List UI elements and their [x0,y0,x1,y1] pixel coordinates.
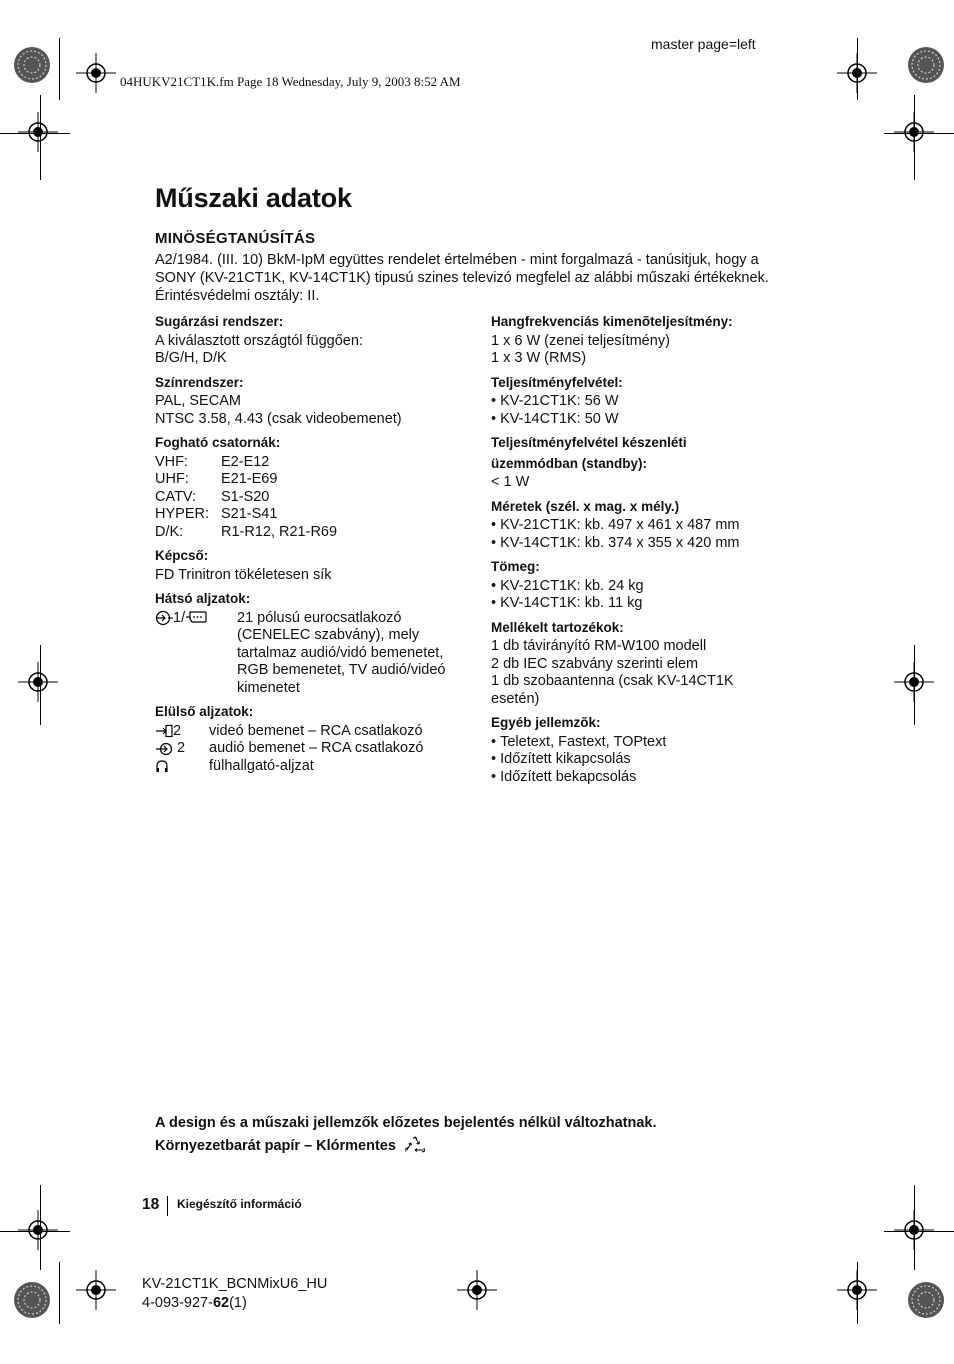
spec-heading: üzemmódban (standby): [491,455,648,471]
spec-dimensions [491,498,811,553]
channel-band: D/K: [155,523,184,540]
crop-line [914,645,915,725]
front-socket-text: fülhallgató-aljzat [209,757,314,774]
spec-other-features [491,714,811,786]
front-socket-row [155,740,475,758]
starburst-registration-mark [906,45,946,85]
spec-power-consumption [491,374,811,429]
spec-rear-sockets [155,590,475,697]
headphones-icon [155,759,169,773]
section-name: Kiegészítő információ [177,1197,302,1211]
page-title: Műszaki adatok [155,183,352,213]
front-socket-text: videó bemenet – RCA csatlakozó [209,722,423,739]
spec-left-column [155,313,475,781]
recycle-icon [404,1135,426,1157]
channel-band: UHF: [155,471,189,487]
crosshair-registration-mark [18,112,58,152]
spec-bullet: • KV-21CT1K: 56 W [491,393,811,411]
front-socket-number: 2 [173,722,182,739]
crop-line [40,1185,41,1270]
rear-socket-row [155,610,475,698]
front-socket-row [155,758,475,776]
spec-bullet: • KV-14CT1K: 50 W [491,411,811,429]
spec-heading: Teljesítményfelvétel: [491,374,623,390]
spec-accessories [491,619,811,709]
spec-line: A kiválasztott országtól függően: [155,332,363,349]
crosshair-registration-mark [76,1270,116,1310]
spec-line: RGB bemenetet, TV audió/videó [237,662,446,678]
spec-line: 1 x 6 W (zenei teljesítmény) [491,332,670,349]
spec-bullet: • KV-14CT1K: kb. 374 x 355 x 420 mm [491,535,811,553]
crop-line [857,1262,858,1324]
rear-socket-icons [155,610,237,698]
crop-line [914,1185,915,1270]
model-code: KV-21CT1K_BCNMixU6_HU [142,1276,328,1292]
spec-channels [155,434,475,541]
crop-line [0,1231,70,1232]
crosshair-registration-mark [457,1270,497,1310]
crosshair-registration-mark [76,53,116,93]
paper-note-text: Környezetbarát papír – Klórmentes [155,1138,396,1154]
spec-line: < 1 W [491,474,530,490]
spec-front-sockets [155,703,475,775]
spec-line: B/G/H, D/K [155,350,227,366]
spec-line: NTSC 3.58, 4.43 (csak videobemenet) [155,410,402,427]
spec-heading: Tömeg: [491,559,540,574]
spec-audio-output [491,313,811,368]
crosshair-registration-mark [18,1210,58,1250]
page-number-divider [167,1196,168,1216]
channel-row [155,506,475,524]
spec-standby-power [491,434,811,492]
spec-heading: Hangfrekvenciás kimenõteljesítmény: [491,314,733,329]
spec-bullet: • Teletext, Fastext, TOPtext [491,734,811,752]
spec-heading: Méretek (szél. x mag. x mély.) [491,498,680,514]
spec-heading: Teljesítményfelvétel készenléti [491,435,687,450]
front-socket-number: 2 [177,740,186,756]
spec-line: 1 db szobaantenna (csak KV-14CT1K [491,673,734,689]
file-info: 04HUKV21CT1K.fm Page 18 Wednesday, July 9, 2003 8:52 AM [120,74,461,89]
page-number: 18 [142,1196,160,1213]
crop-line [40,645,41,725]
channel-range: E21-E69 [221,471,278,487]
spec-heading: Mellékelt tartozékok: [491,619,624,635]
spec-line: 21 pólusú eurocsatlakozó [237,609,402,626]
channel-row [155,489,475,507]
channel-row [155,524,475,542]
part-number: 4-093-927-62(1) [142,1295,247,1311]
front-socket-text: audió bemenet – RCA csatlakozó [209,740,424,756]
crop-line [40,95,41,180]
spec-line: PAL, SECAM [155,393,241,409]
channel-band: CATV: [155,488,197,505]
input-output-icon [155,610,173,626]
starburst-registration-mark [12,1280,52,1320]
spec-line: 1 db távirányító RM-W100 modell [491,638,707,654]
spec-heading: Elülső aljzatok: [155,704,254,719]
channel-range: E2-E12 [221,453,270,470]
spec-bullet: • Időzített kikapcsolás [491,751,811,769]
video-input-icon [155,724,173,738]
crosshair-registration-mark [18,662,58,702]
spec-heading: Sugárzási rendszer: [155,314,284,329]
design-change-note: A design és a műszaki jellemzők előzetes bejelentés nélkül változhatnak. [155,1115,657,1131]
rear-socket-number: 1/ [173,609,186,626]
spec-bullet: • Időzített bekapcsolás [491,769,811,787]
crop-line [914,95,915,180]
scart-connector-icon [185,610,207,624]
spec-heading: Hátsó aljzatok: [155,591,251,606]
spec-bullet: • KV-21CT1K: kb. 24 kg [491,578,811,596]
channel-band: VHF: [155,453,189,470]
spec-line: 1 x 3 W (RMS) [491,350,587,366]
crop-line [0,133,70,134]
starburst-registration-mark [12,45,52,85]
channel-row [155,471,475,489]
rear-socket-description [237,610,475,698]
spec-radiation-system [155,313,475,368]
spec-heading: Egyéb jellemzõk: [491,715,601,730]
spec-picture-tube [155,547,475,584]
spec-line: FD Trinitron tökéletesen sík [155,566,332,583]
spec-heading: Színrendszer: [155,374,244,390]
paper-note [155,1135,426,1157]
crop-line [857,38,858,100]
channel-range: S21-S41 [221,506,278,522]
crop-line [884,1231,954,1232]
spec-heading: Fogható csatornák: [155,435,281,450]
certification-text [155,251,815,305]
certification-heading: MINÖSÉGTANÚSÍTÁS [155,230,316,247]
certification-line: Érintésvédelmi osztály: II. [155,288,320,304]
spec-weight [491,558,811,613]
certification-line: A2/1984. (III. 10) BkM-IpM együttes rendelet értelmében - mint forgalmazá - tanúsitjuk, hogy a [155,252,759,268]
spec-line: tartalmaz audió/vidó bemenetet, [237,644,444,661]
certification-line: SONY (KV-21CT1K, KV-14CT1K) tipusú szines televizó megfelel az alábbi műszaki értékeknek. [155,270,769,286]
channel-row [155,454,475,472]
spec-right-column [491,313,811,792]
audio-input-icon [155,742,173,756]
crop-line [59,38,60,100]
spec-bullet: • KV-14CT1K: kb. 11 kg [491,595,811,613]
channel-range: S1-S20 [221,488,270,505]
spec-line: (CENELEC szabvány), mely [237,627,420,643]
spec-line: 2 db IEC szabvány szerinti elem [491,655,699,672]
model-info [142,1275,327,1313]
front-socket-row [155,723,475,741]
crop-line [884,133,954,134]
spec-line: kimenetet [237,679,300,696]
spec-color-system [155,374,475,429]
channel-band: HYPER: [155,506,209,522]
crop-line [59,1262,60,1324]
channel-range: R1-R12, R21-R69 [221,523,338,540]
master-page-label: master page=left [651,36,756,52]
spec-bullet: • KV-21CT1K: kb. 497 x 461 x 487 mm [491,517,811,535]
spec-heading: Képcső: [155,548,209,563]
spec-line: esetén) [491,690,540,707]
starburst-registration-mark [906,1280,946,1320]
